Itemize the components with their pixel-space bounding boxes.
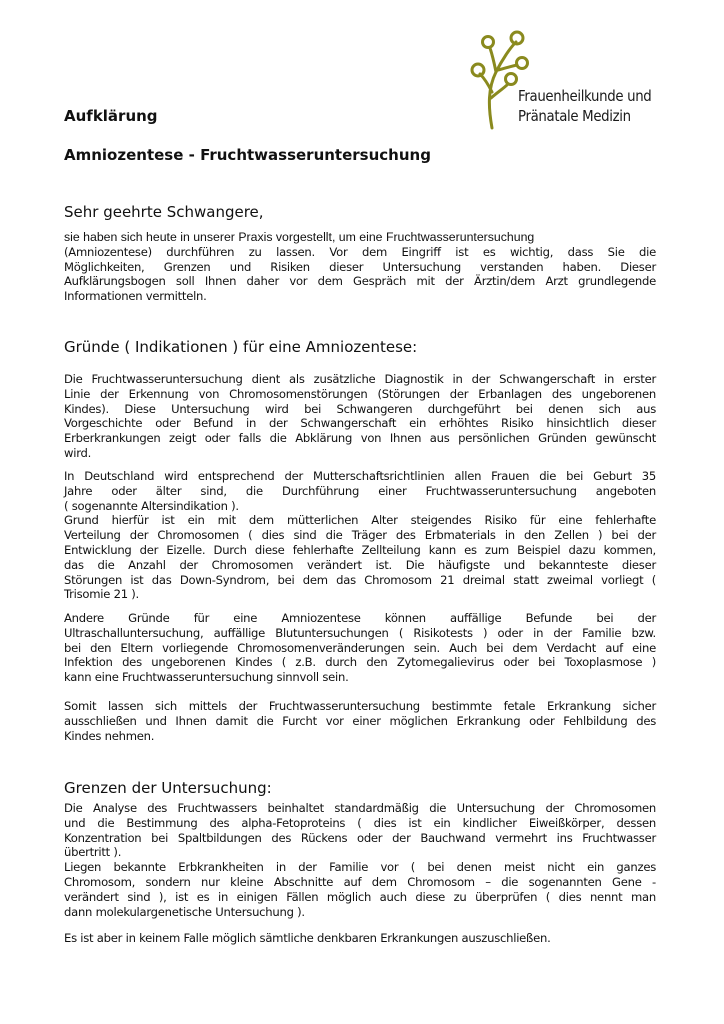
paragraph-line: ausschließen und Ihnen damit die Furcht vor einer möglichen Erkrankung oder Fehlbildung des [64,713,656,728]
logo-line-1: Frauenheilkunde und [518,87,652,105]
paragraph-line: bei den Eltern vorliegende Chromosomenveränderungen sein. Auch bei dem Verdacht auf eine [64,640,656,655]
intro-paragraph [64,230,656,304]
paragraph-line: Ultraschalluntersuchung, auffällige Blutuntersuchungen ( Risikotests ) oder in der Familie bzw. [64,625,656,640]
limits-paragraph-2 [64,931,656,946]
paragraph-line: ( sogenannte Altersindikation ). [64,498,239,513]
paragraph-line: Liegen bekannte Erbkrankheiten in der Familie vor ( bei denen meist nicht ein ganzes [64,860,656,875]
subtitle-rest: Fruchtwasseruntersuchung [194,146,431,164]
limits-paragraph-1 [64,801,656,919]
paragraph-line: und die Bestimmung des alpha-Fetoproteins ( dies ist ein kindlicher Eiweißkörper, dessen [64,815,656,830]
paragraph-line: Andere Gründe für eine Amniozentese können auffällige Befunde bei der [64,611,656,625]
paragraph-line: kann eine Fruchtwasseruntersuchung sinnvoll sein. [64,670,349,685]
paragraph-line: Trisomie 21 ). [64,587,139,602]
paragraph-line: Die Analyse des Fruchtwassers beinhaltet standardmäßig die Untersuchung der Chromosomen [64,801,656,815]
paragraph-line: Die Fruchtwasseruntersuchung dient als zusätzliche Diagnostik in der Schwangerschaft in erster [64,372,656,386]
paragraph-line: verändert sind ), ist es in einigen Fällen möglich auch diese zu überprüfen ( dies nennt man [64,889,656,904]
paragraph-line: Infektion des ungeborenen Kindes ( z.B. durch den Zytomegalievirus oder bei Toxoplasmose ) [64,655,656,670]
paragraph-line: Kindes nehmen. [64,728,155,743]
document-title: Aufklärung [64,107,158,125]
logo-text [518,86,651,126]
paragraph-line: dann molekulargenetische Untersuchung ). [64,904,305,919]
paragraph-line: Es ist aber in keinem Falle möglich sämtliche denkbaren Erkrankungen auszuschließen. [64,931,551,945]
indications-paragraph-4 [64,699,656,743]
paragraph-line: In Deutschland wird entsprechend der Mutterschaftsrichtlinien allen Frauen die bei Geburt 35 [64,469,656,483]
document-subtitle [64,146,431,164]
section-heading-indications: Gründe ( Indikationen ) für eine Amniozentese: [64,338,418,356]
paragraph-line: Vorgeschichte oder Befund in der Schwangerschaft ein erhöhtes Risiko hinsichtlich dieser [64,416,656,431]
paragraph-line: das die Anzahl der Chromosomen verändert ist. Die häufigste und bekannteste dieser [64,557,656,572]
paragraph-line: Jahre oder älter sind, die Durchführung einer Fruchtwasseruntersuchung angeboten [64,483,656,498]
indications-paragraph-2 [64,469,656,602]
indications-paragraph-1 [64,372,656,461]
paragraph-line: Störungen ist das Down-Syndrom, bei dem das Chromosom 21 dreimal statt zweimal vorliegt ( [64,572,656,587]
practice-logo [470,26,670,130]
paragraph-line: Erberkrankungen zeigt oder falls die Abklärung von Ihnen aus persönlichen Gründen gewünscht [64,431,656,446]
indications-paragraph-3 [64,611,656,685]
paragraph-line: sie haben sich heute in unserer Praxis vorgestellt, um eine Fruchtwasseruntersuchung [64,230,535,244]
paragraph-line: Aufklärungsbogen soll Ihnen daher vor dem Gespräch mit der Ärztin/dem Arzt grundlegende [64,274,656,289]
subtitle-bold: Amniozentese - [64,146,195,164]
paragraph-line: übertritt ). [64,845,122,860]
section-heading-limits: Grenzen der Untersuchung: [64,779,272,797]
paragraph-line: wird. [64,445,92,460]
paragraph-line: Möglichkeiten, Grenzen und Risiken dieser Untersuchung verstanden haben. Dieser [64,259,656,274]
paragraph-line: Entwicklung der Eizelle. Durch diese fehlerhafte Zellteilung kann es zum Beispiel dazu kommen, [64,542,656,557]
paragraph-line: Chromosom, sondern nur kleine Abschnitte auf dem Chromosom – die sogenannten Gene - [64,874,656,889]
paragraph-line: Kindes). Diese Untersuchung wird bei Schwangeren durchgeführt bei denen sich aus [64,401,656,416]
paragraph-line: Konzentration bei Spaltbildungen des Rückens oder der Bauchwand vermehrt ins Fruchtwasser [64,830,656,845]
paragraph-line: Verteilung der Chromosomen ( dies sind die Träger des Erbmaterials in den Zellen ) bei der [64,528,656,543]
paragraph-line: Somit lassen sich mittels der Fruchtwasseruntersuchung bestimmte fetale Erkrankung sicher [64,699,656,713]
logo-line-2: Pränatale Medizin [518,107,631,125]
paragraph-line: Grund hierfür ist ein mit dem mütterlichen Alter steigendes Risiko für eine fehlerhafte [64,513,656,528]
paragraph-line: Linie der Erkennung von Chromosomenstörungen (Störungen der Erbanlagen des ungeborenen [64,386,656,401]
paragraph-line: (Amniozentese) durchführen zu lassen. Vor dem Eingriff ist es wichtig, dass Sie die [64,244,656,259]
paragraph-line: Informationen vermitteln. [64,289,207,304]
greeting: Sehr geehrte Schwangere, [64,203,264,221]
